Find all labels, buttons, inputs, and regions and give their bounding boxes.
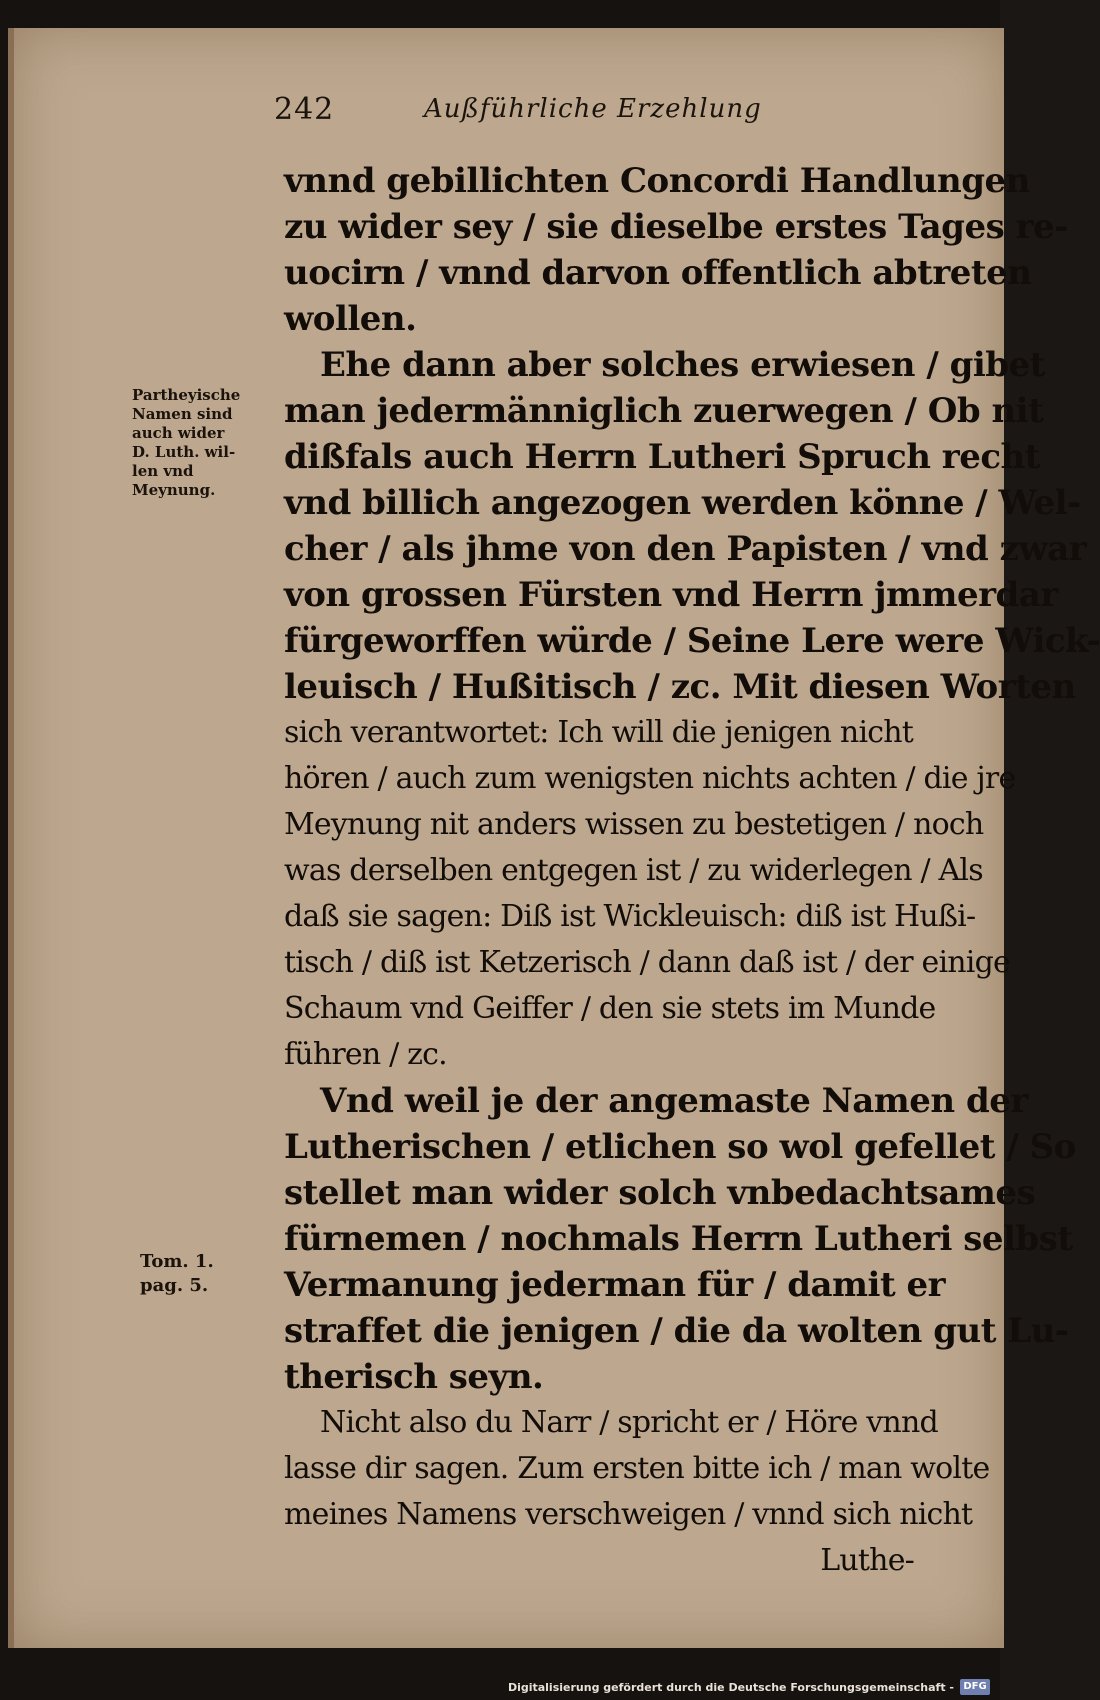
text-line: man jedermänniglich zuerwegen / Ob nit	[284, 391, 1044, 431]
text-line: uocirn / vnnd darvon offentlich abtreten	[284, 253, 1032, 293]
text-line: führen / zc.	[284, 1037, 447, 1072]
text-line: wollen.	[284, 299, 417, 339]
text-line: cher / als jhme von den Papisten / vnd zwar	[284, 529, 1087, 569]
text-line: Schaum vnd Geiffer / den sie stets im Munde	[284, 991, 936, 1026]
margin-note-line: Partheyische	[132, 386, 241, 404]
text-line: Ehe dann aber solches erwiesen / gibet	[320, 345, 1045, 385]
text-line: vnnd gebillichten Concordi Handlungen	[284, 161, 1030, 201]
text-line: Nicht also du Narr / spricht er / Höre vnnd	[320, 1405, 938, 1440]
margin-note-line: Meynung.	[132, 481, 216, 499]
text-line: vnd billich angezogen werden könne / Wel-	[284, 483, 1081, 523]
margin-note-line: Namen sind	[132, 405, 233, 423]
text-line: lasse dir sagen. Zum ersten bitte ich / man wolte	[284, 1451, 990, 1486]
text-line: tisch / diß ist Ketzerisch / dann daß ist / der einige	[284, 945, 1010, 980]
margin-note-line: pag. 5.	[140, 1275, 209, 1296]
margin-note-tom	[140, 1250, 250, 1298]
dfg-logo: DFG	[960, 1679, 990, 1695]
text-line: therisch seyn.	[284, 1357, 544, 1397]
text-line: Meynung nit anders wissen zu bestetigen / noch	[284, 807, 984, 842]
text-line: von grossen Fürsten vnd Herrn jmmerdar	[284, 575, 1058, 615]
footer-bar	[0, 1672, 1000, 1700]
book-page	[8, 28, 1100, 1648]
text-line: Vnd weil je der angemaste Namen der	[320, 1081, 1028, 1121]
text-line: was derselben entgegen ist / zu widerlegen / Als	[284, 853, 983, 888]
footer-credit: Digitalisierung gefördert durch die Deutsche Forschungsgemeinschaft -	[507, 1681, 954, 1694]
text-line: zu wider sey / sie dieselbe erstes Tages re-	[284, 207, 1068, 247]
text-line: fürnemen / nochmals Herrn Lutheri selbst	[284, 1219, 1073, 1259]
text-line: meines Namens verschweigen / vnnd sich nicht	[284, 1497, 973, 1532]
text-line: Lutherischen / etlichen so wol gefellet / So	[284, 1127, 1076, 1167]
text-line: stellet man wider solch vnbedachtsames	[284, 1173, 1036, 1213]
text-line: Luthe-	[820, 1543, 914, 1578]
margin-note-partheyische	[132, 386, 272, 500]
text-line: leuisch / Hußitisch / zc. Mit diesen Worten	[284, 667, 1076, 707]
body-text	[284, 158, 1100, 1584]
margin-note-line: Tom. 1.	[140, 1251, 214, 1272]
text-line: fürgeworffen würde / Seine Lere were Wick-	[284, 621, 1100, 661]
margin-note-line: D. Luth. wil-	[132, 443, 236, 461]
page-number: 242	[274, 92, 335, 127]
text-line: daß sie sagen: Diß ist Wickleuisch: diß ist Hußi-	[284, 899, 976, 934]
running-title: Außführliche Erzehlung	[424, 94, 762, 124]
page-header	[274, 86, 794, 136]
text-line: hören / auch zum wenigsten nichts achten / die jre	[284, 761, 1016, 796]
text-line: dißfals auch Herrn Lutheri Spruch recht	[284, 437, 1040, 477]
text-line: straffet die jenigen / die da wolten gut Lu-	[284, 1311, 1069, 1351]
text-line: sich verantwortet: Ich will die jenigen nicht	[284, 715, 914, 750]
text-line: Vermanung jederman für / damit er	[284, 1265, 946, 1305]
margin-note-line: len vnd	[132, 462, 194, 480]
margin-note-line: auch wider	[132, 424, 225, 442]
